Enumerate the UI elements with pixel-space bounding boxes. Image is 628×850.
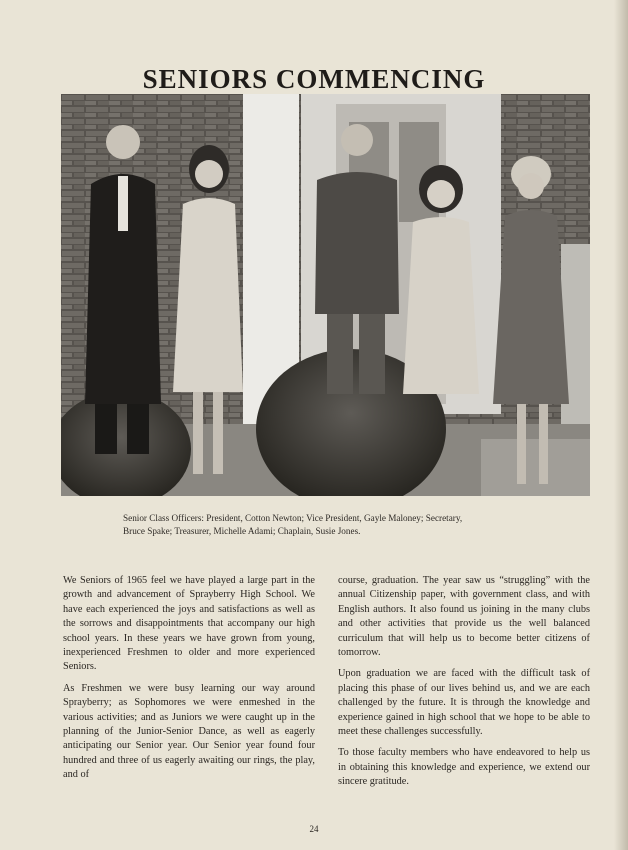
body-column-right (338, 574, 590, 797)
photo-caption (123, 512, 543, 538)
caption-line-2: Bruce Spake; Treasurer, Michelle Adami; Chaplain, Susie Jones. (123, 526, 361, 536)
group-photo-icon (61, 94, 590, 496)
body-column-left (63, 574, 315, 790)
body-paragraph: As Freshmen we were busy learning our way around Sprayberry; as Sophomores we were enmeshed in the various activities; and as Juniors we were caught up in the planning of the Junior-Senior Dance, as well as eagerly anticipating our Senior year. Our Senior year found four hundred and three of us eagerly awaiting our rings, the play, and of (63, 682, 315, 781)
page-title: SENIORS COMMENCING (142, 64, 486, 95)
body-paragraph: course, graduation. The year saw us “struggling” with the annual Citizenship paper, with government class, and with English authors. It also found us joining in the many clubs and other activities that provide us the well balanced curriculum that will help us to become better citizens of tomorrow. (338, 575, 590, 659)
body-paragraph: We Seniors of 1965 feel we have played a large part in the growth and advancement of Sprayberry High School. We have each experienced the joys and satisfactions as well as the sorrows and disappointments that accompany our high school years. In these years we have grown from young, inexperienced Freshmen to older and more experienced Seniors. (63, 575, 315, 673)
body-paragraph: Upon graduation we are faced with the difficult task of placing this phase of our lives behind us, and we are each challenged by the future. It is through the knowledge and experience gained in high school that we hope to be able to meet these challenges successfully. (338, 668, 590, 738)
caption-line-1: Senior Class Officers: President, Cotton Newton; Vice President, Gayle Maloney; Secretary, (123, 513, 463, 523)
senior-officers-photo (61, 94, 590, 496)
body-paragraph: To those faculty members who have endeavored to help us in obtaining this knowledge and experience, we extend our sincere gratitude. (338, 747, 590, 788)
page-edge-shadow (614, 0, 628, 850)
page-number: 24 (309, 824, 319, 834)
